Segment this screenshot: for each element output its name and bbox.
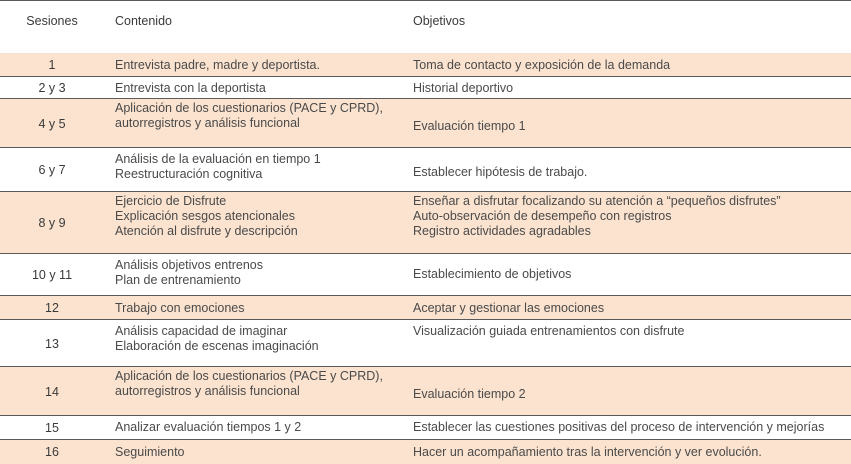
session-cell: 6 y 7	[38, 163, 66, 177]
content-cell: Análisis de la evaluación en tiempo 1 Reestructuración cognitiva	[115, 152, 321, 181]
objective-cell: Hacer un acompañamiento tras la intervención y ver evolución.	[413, 445, 762, 459]
session-cell: 13	[45, 336, 59, 351]
table-header	[0, 1, 851, 41]
table-row	[0, 254, 851, 296]
session-cell: 8 y 9	[38, 216, 66, 230]
objective-cell: Historial deportivo	[413, 81, 514, 95]
objective-cell: Evaluación tiempo 2	[413, 387, 526, 401]
objective-cell: Visualización guiada entrenamientos con disfrute	[413, 324, 685, 338]
table-row	[0, 192, 851, 254]
content-cell: Ejercicio de Disfrute Explicación sesgos atencionales Atención al disfrute y descripción	[115, 194, 298, 238]
session-cell: 12	[45, 301, 59, 315]
table-row	[0, 320, 851, 367]
header-content: Contenido	[115, 14, 172, 28]
content-cell: Análisis capacidad de imaginar Elaboración de escenas imaginación	[115, 324, 319, 353]
objective-cell: Establecimiento de objetivos	[413, 267, 572, 281]
table-row	[0, 99, 851, 148]
content-cell: Aplicación de los cuestionarios (PACE y CPRD), autorregistros y análisis funcional	[115, 101, 383, 130]
session-cell: 1	[48, 58, 56, 72]
table-row	[0, 296, 851, 320]
objective-cell: Toma de contacto y exposición de la demanda	[413, 58, 671, 72]
objective-cell: Establecer hipótesis de trabajo.	[413, 165, 588, 179]
objective-cell: Aceptar y gestionar las emociones	[413, 301, 605, 315]
table-row	[0, 416, 851, 440]
content-cell: Análisis objetivos entrenos Plan de entrenamiento	[115, 258, 263, 287]
session-cell: 10 y 11	[31, 268, 73, 282]
content-cell: Entrevista con la deportista	[115, 81, 266, 95]
content-cell: Aplicación de los cuestionarios (PACE y CPRD), autorregistros y análisis funcional	[115, 369, 383, 398]
session-cell: 16	[45, 445, 59, 459]
content-cell: Entrevista padre, madre y deportista.	[115, 58, 320, 72]
content-cell: Seguimiento	[115, 445, 185, 459]
table-row	[0, 367, 851, 416]
session-cell: 14	[45, 384, 59, 399]
header-objectives: Objetivos	[413, 14, 466, 28]
session-cell: 2 y 3	[38, 81, 66, 95]
table-row	[0, 53, 851, 77]
session-cell: 4 y 5	[38, 116, 66, 131]
objective-cell: Enseñar a disfrutar focalizando su atención a “pequeños disfrutes” Auto-observación de desempeño con registros Registro actividades agradables	[413, 194, 781, 238]
objective-cell: Establecer las cuestiones positivas del proceso de intervención y mejorías	[413, 420, 825, 434]
table-row	[0, 440, 851, 464]
content-cell: Analizar evaluación tiempos 1 y 2	[115, 420, 302, 434]
objective-cell: Evaluación tiempo 1	[413, 119, 526, 133]
table-row	[0, 77, 851, 99]
session-cell: 15	[45, 421, 59, 435]
content-cell: Trabajo con emociones	[115, 301, 245, 315]
header-sessions: Sesiones	[26, 14, 78, 28]
table-row	[0, 148, 851, 192]
